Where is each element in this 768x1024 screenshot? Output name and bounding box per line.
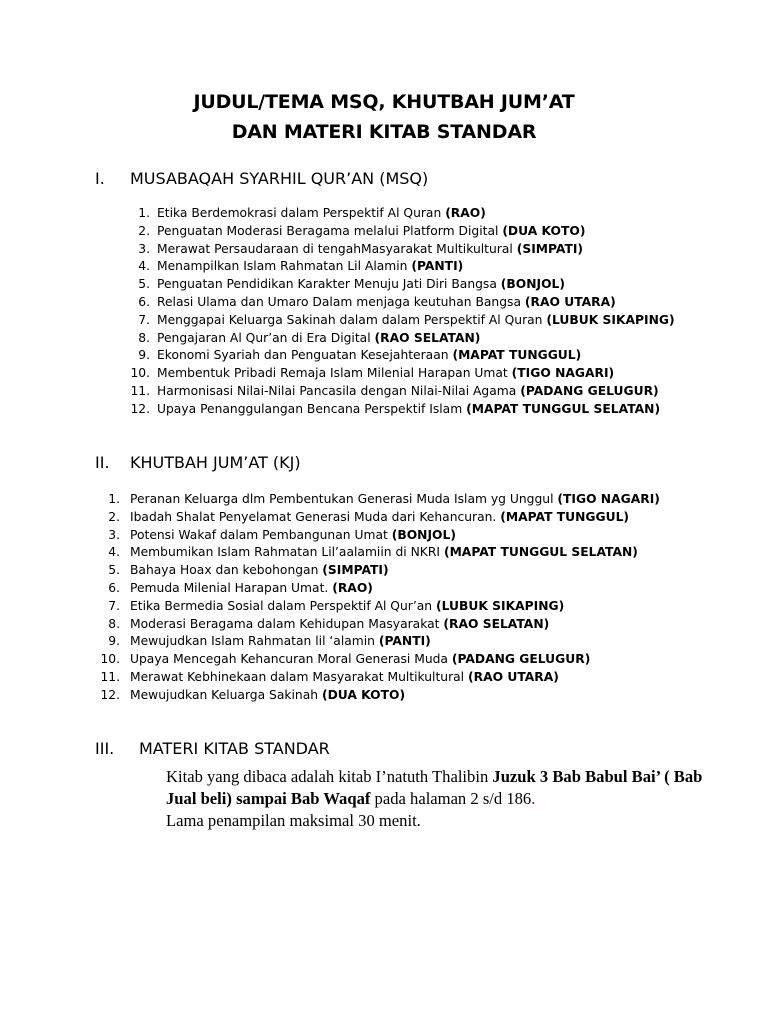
list-item-text bbox=[157, 347, 581, 364]
assigned-location: (RAO UTARA) bbox=[524, 295, 616, 309]
list-item-number: 5. bbox=[108, 563, 120, 578]
list-item-text bbox=[130, 527, 456, 544]
list-item-text bbox=[157, 241, 583, 258]
topic-title: Merawat Persaudaraan di tengahMasyarakat Multikultural bbox=[157, 241, 517, 256]
list-item-number: 8. bbox=[138, 330, 150, 345]
topic-title: Penguatan Moderasi Beragama melalui Platform Digital bbox=[157, 223, 503, 238]
list-item-number: 4. bbox=[138, 259, 150, 274]
topic-title: Moderasi Beragama dalam Kehidupan Masyarakat bbox=[130, 616, 444, 631]
document-title-line-2: DAN MATERI KITAB STANDAR bbox=[231, 121, 537, 143]
list-item-number: 12. bbox=[100, 687, 120, 702]
list-item-text bbox=[130, 669, 559, 686]
list-item-number: 12. bbox=[130, 401, 150, 416]
topic-title: Menggapai Keluarga Sakinah dalam dalam Perspektif Al Quran bbox=[157, 312, 547, 327]
list-item-text bbox=[130, 616, 549, 633]
list-item-text bbox=[157, 223, 585, 240]
list-item-number: 10. bbox=[130, 366, 150, 381]
list-item-text bbox=[130, 580, 373, 597]
list-item-number: 8. bbox=[108, 616, 120, 631]
list-item-text bbox=[130, 598, 564, 615]
topic-title: Potensi Wakaf dalam Pembangunan Umat bbox=[130, 527, 392, 542]
list-item-number: 9. bbox=[138, 348, 150, 363]
topic-title: Menampilkan Islam Rahmatan Lil Alamin bbox=[157, 259, 412, 274]
assigned-location: (LUBUK SIKAPING) bbox=[436, 598, 565, 613]
topic-title: Ibadah Shalat Penyelamat Generasi Muda dari Kehancuran. bbox=[130, 509, 501, 524]
list-item-number: 9. bbox=[108, 634, 120, 649]
list-item-text bbox=[130, 687, 405, 704]
assigned-location: (MAPAT TUNGGUL) bbox=[452, 348, 582, 363]
list-item-number: 7. bbox=[108, 598, 120, 613]
list-item-number: 6. bbox=[138, 295, 150, 309]
list-item-number: 2. bbox=[108, 509, 120, 524]
topic-title: Membumikan Islam Rahmatan Lil’aalamiin di NKRI bbox=[130, 545, 444, 560]
assigned-location: (SIMPATI) bbox=[322, 563, 389, 578]
list-item-number: 5. bbox=[138, 277, 150, 292]
assigned-location: (PADANG GELUGUR) bbox=[520, 384, 659, 398]
topic-title: Membentuk Pribadi Remaja Islam Milenial Harapan Umat bbox=[157, 366, 512, 381]
kitab-chapter-range: Juzuk 3 Bab Babul Bai’ ( Bab Jual beli) sampai Bab Waqaf bbox=[166, 767, 703, 808]
section-3-number: III. bbox=[95, 739, 115, 758]
list-item-number: 2. bbox=[138, 223, 150, 238]
assigned-location: (PANTI) bbox=[411, 259, 464, 274]
assigned-location: (MAPAT TUNGGUL SELATAN) bbox=[443, 545, 638, 560]
topic-title: Relasi Ulama dan Umaro Dalam menjaga keutuhan Bangsa bbox=[157, 295, 525, 309]
assigned-location: (RAO) bbox=[332, 581, 373, 595]
assigned-location: (RAO SELATAN) bbox=[374, 330, 481, 345]
kitab-period: . bbox=[531, 789, 536, 808]
assigned-location: (MAPAT TUNGGUL) bbox=[500, 509, 630, 524]
topic-title: Merawat Kebhinekaan dalam Masyarakat Multikultural bbox=[130, 670, 469, 684]
list-item-text bbox=[130, 633, 431, 650]
list-item-text bbox=[130, 509, 629, 526]
list-item-text bbox=[130, 562, 389, 579]
assigned-location: (DUA KOTO) bbox=[502, 223, 586, 238]
assigned-location: (RAO) bbox=[445, 206, 486, 220]
assigned-location: (MAPAT TUNGGUL SELATAN) bbox=[466, 401, 661, 416]
list-item-text bbox=[157, 312, 675, 329]
kitab-text-part-1: Kitab yang dibaca adalah kitab I’natuth Thalibin bbox=[166, 767, 493, 786]
topic-title: Harmonisasi Nilai-Nilai Pancasila dengan Nilai-Nilai Agama bbox=[157, 384, 521, 398]
assigned-location: (TIGO NAGARI) bbox=[557, 492, 660, 506]
list-item-number: 3. bbox=[138, 241, 150, 256]
assigned-location: (BONJOL) bbox=[391, 527, 456, 542]
list-item-number: 1. bbox=[138, 206, 150, 220]
document-title-line-1: JUDUL/TEMA MSQ, KHUTBAH JUM’AT bbox=[193, 91, 575, 113]
topic-title: Penguatan Pendidikan Karakter Menuju Jati Diri Bangsa bbox=[157, 277, 501, 292]
topic-title: Upaya Mencegah Kehancuran Moral Generasi Muda bbox=[130, 652, 452, 667]
topic-title: Pemuda Milenial Harapan Umat. bbox=[130, 581, 333, 595]
list-item-text bbox=[157, 294, 616, 311]
topic-title: Pengajaran Al Qur’an di Era Digital bbox=[157, 330, 375, 345]
assigned-location: (PADANG GELUGUR) bbox=[451, 652, 591, 667]
list-item-text bbox=[130, 544, 638, 561]
topic-title: Mewujudkan Islam Rahmatan lil ‘alamin bbox=[130, 634, 379, 649]
assigned-location: (SIMPATI) bbox=[516, 241, 584, 256]
assigned-location: (LUBUK SIKAPING) bbox=[546, 312, 675, 327]
list-item-text bbox=[157, 401, 660, 418]
topic-title: Ekonomi Syariah dan Penguatan Kesejahteraan bbox=[157, 348, 453, 363]
list-item-text bbox=[130, 651, 590, 668]
list-item-text bbox=[157, 365, 614, 382]
kitab-standard-description bbox=[166, 766, 706, 832]
topic-title: Etika Berdemokrasi dalam Perspektif Al Quran bbox=[157, 206, 446, 220]
topic-title: Mewujudkan Keluarga Sakinah bbox=[130, 687, 322, 702]
section-2-title: KHUTBAH JUM’AT (KJ) bbox=[130, 453, 301, 472]
list-item-text bbox=[157, 276, 565, 293]
list-item-number: 1. bbox=[108, 492, 120, 506]
list-item-text bbox=[157, 383, 659, 400]
list-item-text bbox=[157, 205, 486, 222]
assigned-location: (RAO UTARA) bbox=[468, 670, 559, 684]
section-1-title: MUSABAQAH SYARHIL QUR’AN (MSQ) bbox=[130, 169, 429, 188]
topic-title: Etika Bermedia Sosial dalam Perspektif Al Qur’an bbox=[130, 598, 436, 613]
assigned-location: (BONJOL) bbox=[500, 277, 566, 292]
section-2-number: II. bbox=[95, 453, 110, 472]
list-item-number: 10. bbox=[100, 652, 120, 667]
section-1-number: I. bbox=[95, 169, 105, 188]
topic-title: Bahaya Hoax dan kebohongan bbox=[130, 563, 323, 578]
list-item-number: 11. bbox=[100, 670, 120, 684]
kitab-text-part-2: pada halaman 2 s/d 186 bbox=[370, 789, 532, 808]
topic-title: Upaya Penanggulangan Bencana Perspektif Islam bbox=[157, 401, 467, 416]
assigned-location: (RAO SELATAN) bbox=[443, 616, 550, 631]
list-item-number: 11. bbox=[130, 384, 150, 398]
assigned-location: (DUA KOTO) bbox=[321, 687, 406, 702]
assigned-location: (PANTI) bbox=[378, 634, 431, 649]
list-item-text bbox=[157, 258, 463, 275]
list-item-number: 7. bbox=[138, 312, 150, 327]
list-item-number: 4. bbox=[108, 545, 120, 560]
list-item-text bbox=[157, 330, 480, 347]
kitab-duration-text: Lama penampilan maksimal 30 menit. bbox=[166, 811, 421, 830]
section-3-title: MATERI KITAB STANDAR bbox=[139, 739, 330, 758]
list-item-number: 3. bbox=[108, 527, 120, 542]
topic-title: Peranan Keluarga dlm Pembentukan Generasi Muda Islam yg Unggul bbox=[130, 492, 558, 506]
list-item-text bbox=[130, 491, 660, 508]
assigned-location: (TIGO NAGARI) bbox=[511, 366, 615, 381]
list-item-number: 6. bbox=[108, 581, 120, 595]
